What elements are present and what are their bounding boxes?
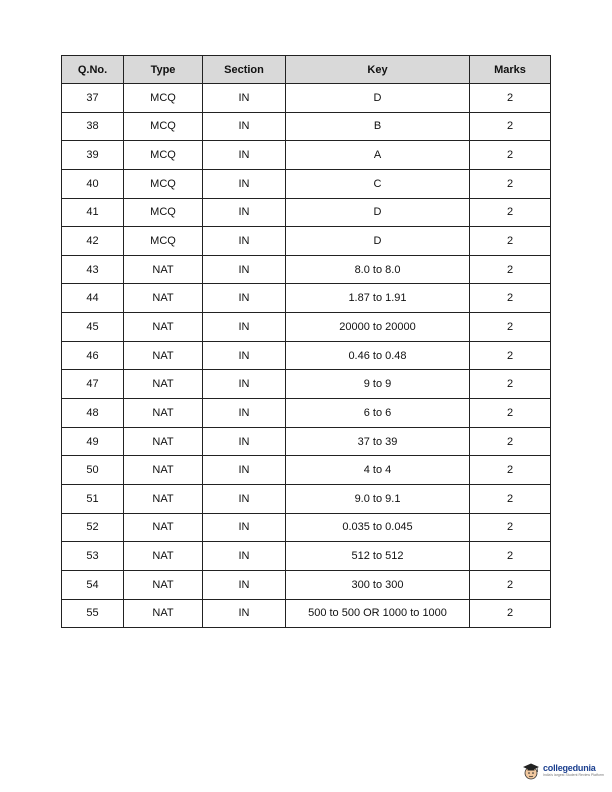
brand-tagline: India's largest Student Review Platform (543, 773, 604, 778)
cell-section: IN (203, 570, 286, 599)
cell-type: NAT (124, 456, 203, 485)
cell-type: NAT (124, 484, 203, 513)
cell-qno: 41 (62, 198, 124, 227)
cell-qno: 45 (62, 313, 124, 342)
cell-key: D (286, 84, 470, 113)
cell-section: IN (203, 112, 286, 141)
cell-type: MCQ (124, 169, 203, 198)
table-row (62, 341, 551, 370)
cell-key: 512 to 512 (286, 542, 470, 571)
cell-marks: 2 (470, 427, 551, 456)
cell-key: 9.0 to 9.1 (286, 484, 470, 513)
cell-qno: 40 (62, 169, 124, 198)
cell-key: D (286, 198, 470, 227)
table-row (62, 456, 551, 485)
table-row (62, 112, 551, 141)
cell-key: A (286, 141, 470, 170)
cell-key: 20000 to 20000 (286, 313, 470, 342)
cell-marks: 2 (470, 141, 551, 170)
cell-key: D (286, 227, 470, 256)
cell-key: 0.46 to 0.48 (286, 341, 470, 370)
cell-qno: 53 (62, 542, 124, 571)
table-row (62, 84, 551, 113)
cell-section: IN (203, 169, 286, 198)
table-row (62, 284, 551, 313)
cell-qno: 37 (62, 84, 124, 113)
table-row (62, 227, 551, 256)
cell-qno: 42 (62, 227, 124, 256)
cell-type: NAT (124, 542, 203, 571)
table-row (62, 427, 551, 456)
table-row (62, 169, 551, 198)
cell-marks: 2 (470, 456, 551, 485)
cell-marks: 2 (470, 599, 551, 628)
cell-qno: 48 (62, 399, 124, 428)
table-row (62, 513, 551, 542)
header-type: Type (124, 56, 203, 84)
cell-key: 37 to 39 (286, 427, 470, 456)
cell-key: 8.0 to 8.0 (286, 255, 470, 284)
cell-marks: 2 (470, 198, 551, 227)
cell-qno: 52 (62, 513, 124, 542)
cell-qno: 54 (62, 570, 124, 599)
table-row (62, 370, 551, 399)
cell-section: IN (203, 198, 286, 227)
cell-key: B (286, 112, 470, 141)
header-marks: Marks (470, 56, 551, 84)
cell-qno: 51 (62, 484, 124, 513)
cell-marks: 2 (470, 513, 551, 542)
cell-qno: 39 (62, 141, 124, 170)
header-qno: Q.No. (62, 56, 124, 84)
table-row (62, 570, 551, 599)
cell-marks: 2 (470, 284, 551, 313)
cell-type: NAT (124, 313, 203, 342)
cell-key: 1.87 to 1.91 (286, 284, 470, 313)
table-body (62, 84, 551, 628)
cell-section: IN (203, 542, 286, 571)
table-row (62, 399, 551, 428)
cell-section: IN (203, 255, 286, 284)
cell-type: NAT (124, 513, 203, 542)
cell-key: 500 to 500 OR 1000 to 1000 (286, 599, 470, 628)
cell-type: MCQ (124, 227, 203, 256)
cell-type: NAT (124, 341, 203, 370)
cell-type: MCQ (124, 84, 203, 113)
cell-qno: 38 (62, 112, 124, 141)
answer-key-table (61, 55, 551, 628)
table-row (62, 255, 551, 284)
table-row (62, 542, 551, 571)
table-row (62, 599, 551, 628)
cell-section: IN (203, 84, 286, 113)
cell-qno: 46 (62, 341, 124, 370)
cell-section: IN (203, 227, 286, 256)
cell-marks: 2 (470, 112, 551, 141)
graduate-mascot-icon (522, 762, 540, 780)
cell-qno: 47 (62, 370, 124, 399)
cell-key: 300 to 300 (286, 570, 470, 599)
cell-type: NAT (124, 570, 203, 599)
cell-marks: 2 (470, 169, 551, 198)
cell-type: MCQ (124, 141, 203, 170)
cell-qno: 50 (62, 456, 124, 485)
cell-section: IN (203, 370, 286, 399)
header-section: Section (203, 56, 286, 84)
table-row (62, 141, 551, 170)
table-row (62, 484, 551, 513)
cell-key: 0.035 to 0.045 (286, 513, 470, 542)
brand-name: collegedunia (543, 763, 596, 774)
cell-section: IN (203, 141, 286, 170)
cell-marks: 2 (470, 227, 551, 256)
cell-key: C (286, 169, 470, 198)
cell-type: NAT (124, 284, 203, 313)
cell-section: IN (203, 313, 286, 342)
table-header-row (62, 56, 551, 84)
cell-marks: 2 (470, 570, 551, 599)
table-row (62, 198, 551, 227)
cell-key: 6 to 6 (286, 399, 470, 428)
cell-marks: 2 (470, 84, 551, 113)
cell-type: NAT (124, 427, 203, 456)
cell-marks: 2 (470, 370, 551, 399)
cell-qno: 55 (62, 599, 124, 628)
cell-marks: 2 (470, 255, 551, 284)
cell-type: MCQ (124, 112, 203, 141)
cell-marks: 2 (470, 341, 551, 370)
cell-type: NAT (124, 255, 203, 284)
cell-section: IN (203, 513, 286, 542)
cell-section: IN (203, 341, 286, 370)
cell-key: 9 to 9 (286, 370, 470, 399)
table-row (62, 313, 551, 342)
header-key: Key (286, 56, 470, 84)
cell-key: 4 to 4 (286, 456, 470, 485)
collegedunia-logo (522, 760, 606, 782)
cell-section: IN (203, 456, 286, 485)
cell-marks: 2 (470, 313, 551, 342)
cell-marks: 2 (470, 542, 551, 571)
cell-qno: 49 (62, 427, 124, 456)
cell-qno: 44 (62, 284, 124, 313)
cell-marks: 2 (470, 484, 551, 513)
cell-section: IN (203, 284, 286, 313)
cell-type: NAT (124, 370, 203, 399)
cell-section: IN (203, 484, 286, 513)
cell-section: IN (203, 399, 286, 428)
cell-type: MCQ (124, 198, 203, 227)
cell-type: NAT (124, 599, 203, 628)
cell-section: IN (203, 599, 286, 628)
cell-marks: 2 (470, 399, 551, 428)
cell-section: IN (203, 427, 286, 456)
cell-qno: 43 (62, 255, 124, 284)
cell-type: NAT (124, 399, 203, 428)
